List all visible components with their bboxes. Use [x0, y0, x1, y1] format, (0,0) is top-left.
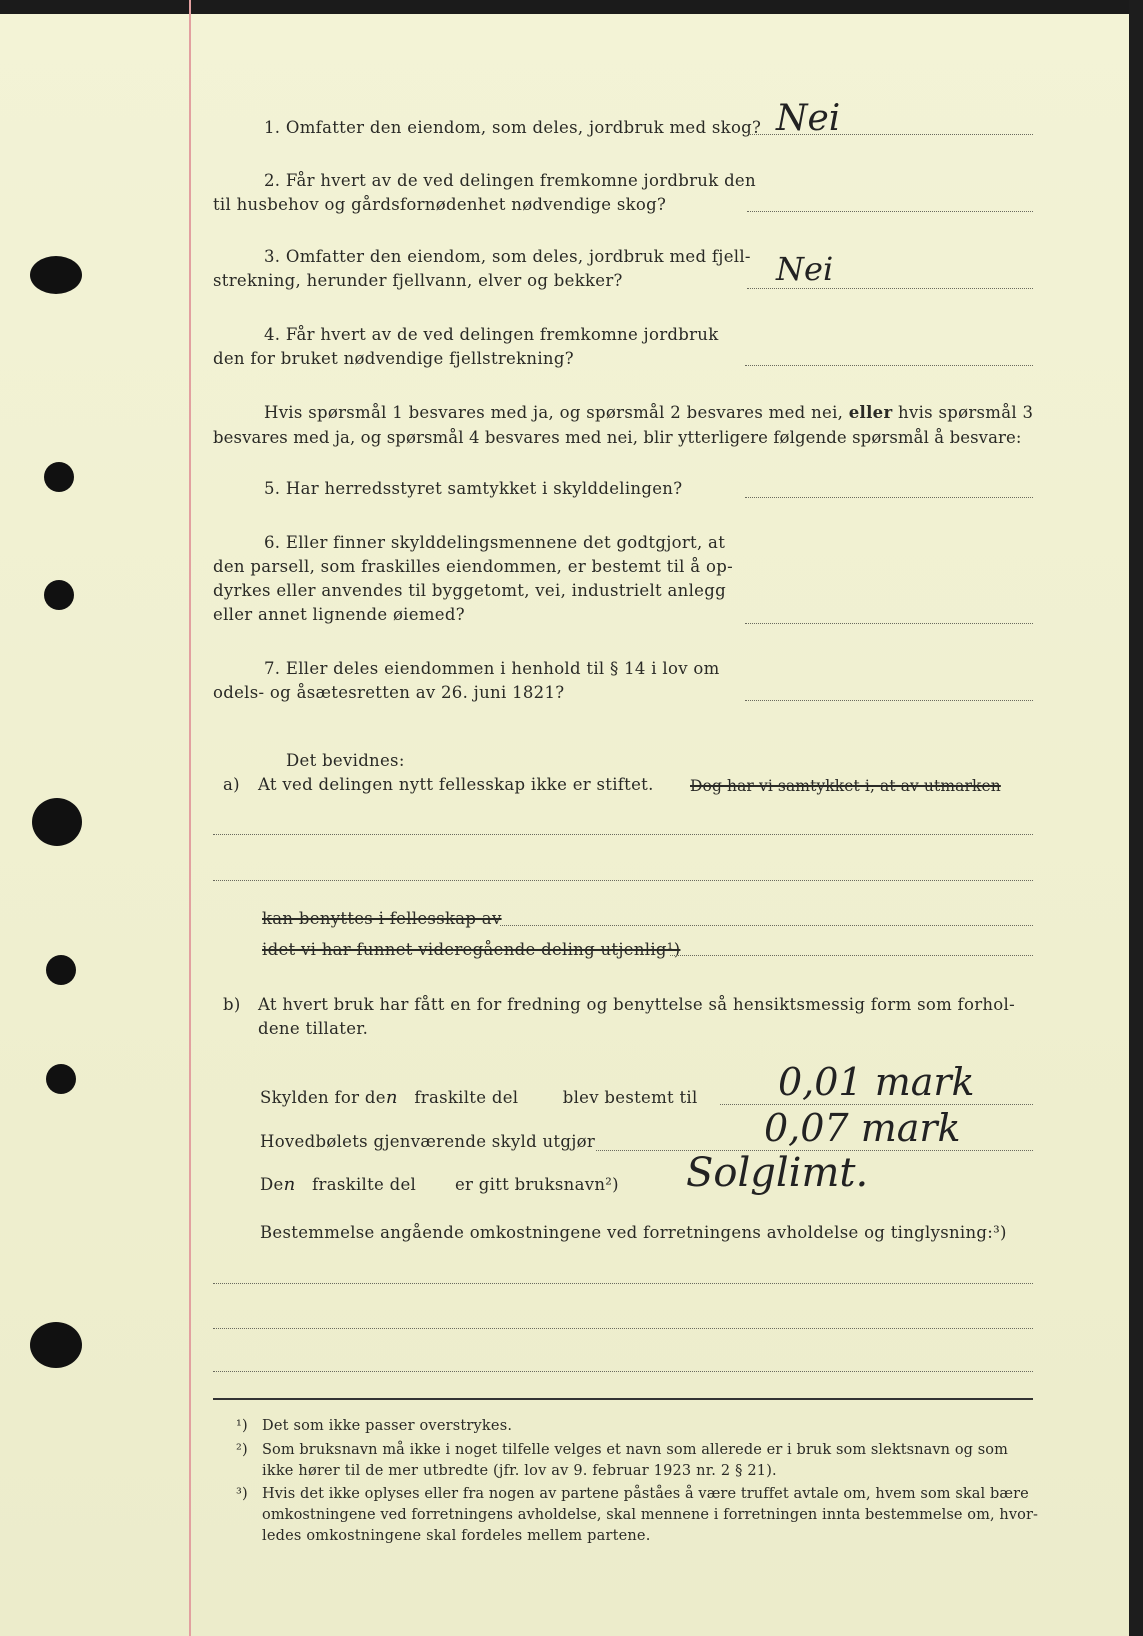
scan-top-edge: [0, 0, 1143, 14]
struck-line-3: idet vi har funnet videregående deling utjenlig¹): [262, 940, 681, 959]
blank-line-a4: [670, 955, 1033, 956]
punch-hole-icon: [44, 580, 74, 610]
question-6-line-4: eller annet lignende øiemed?: [213, 605, 465, 624]
footnote-3-line-3: ledes omkostningene skal fordeles mellem partene.: [262, 1528, 651, 1544]
question-4-line-1: 4. Får hvert av de ved delingen fremkomne jordbruk: [264, 325, 719, 344]
footnote-2-line-2: ikke hører til de mer utbredte (jfr. lov av 9. februar 1923 nr. 2 § 21).: [262, 1463, 777, 1479]
footnote-2-mark: ²): [236, 1442, 248, 1458]
condition-text-bold: eller: [848, 403, 893, 422]
punch-hole-icon: [46, 955, 76, 985]
answer-line-5: [745, 497, 1033, 498]
bruksnavn-label-b: fraskilte del: [312, 1175, 417, 1194]
certification-a-struck: Dog har vi samtykket i, at av utmarken: [690, 777, 1001, 795]
certification-a-text: At ved delingen nytt fellesskap ikke er stiftet.: [258, 775, 654, 794]
certification-b-line-2: dene tillater.: [258, 1019, 369, 1038]
skyld-label-c: blev bestemt til: [562, 1088, 698, 1107]
skyld-value-handwritten: 0,01 mark: [778, 1060, 975, 1104]
scan-right-edge: [1129, 0, 1143, 1636]
footnote-3-line-2: omkostningene ved forretningens avholdelse, skal mennene i forretningen innta bestemmelse om, hvor-: [262, 1507, 1038, 1523]
question-1: 1. Omfatter den eiendom, som deles, jordbruk med skog?: [264, 118, 762, 137]
struck-line-2: kan benyttes i fellesskap av: [262, 909, 502, 928]
omk-line-1: [213, 1283, 1033, 1284]
question-7-line-2: odels- og åsætesretten av 26. juni 1821?: [213, 683, 565, 702]
blank-line-a1: [213, 834, 1033, 835]
blank-line-a3: [500, 925, 1033, 926]
condition-line-1: [264, 401, 1033, 425]
omk-line-3: [213, 1371, 1033, 1372]
question-3-line-1: 3. Omfatter den eiendom, som deles, jordbruk med fjell-: [264, 247, 751, 266]
blank-line-a2: [213, 880, 1033, 881]
margin-rule: [189, 0, 191, 1636]
question-2-line-1: 2. Får hvert av de ved delingen fremkomne jordbruk den: [264, 171, 756, 190]
question-6-line-3: dyrkes eller anvendes til byggetomt, vei, industrielt anlegg: [213, 581, 726, 600]
punch-hole-icon: [46, 1064, 76, 1094]
bruksnavn-label-a: De: [260, 1175, 284, 1194]
certification-a-label: a): [223, 775, 240, 794]
footnote-1: Det som ikke passer overstrykes.: [262, 1418, 513, 1434]
hovedbol-label: Hovedbølets gjenværende skyld utgjør: [260, 1132, 596, 1151]
certification-heading: Det bevidnes:: [286, 751, 405, 770]
footnote-3-mark: ³): [236, 1486, 248, 1502]
footnote-separator: [213, 1398, 1033, 1400]
omkostninger-label: Bestemmelse angående omkostningene ved forretningens avholdelse og tinglysning:³): [260, 1223, 1007, 1242]
footnote-1-mark: ¹): [236, 1418, 248, 1434]
question-6-line-1: 6. Eller finner skylddelingsmennene det godtgjort, at: [264, 533, 726, 552]
punch-hole-icon: [30, 1322, 82, 1368]
condition-line-2: besvares med ja, og spørsmål 4 besvares med nei, blir ytterligere følgende spørsmål å besvare:: [213, 428, 1022, 447]
skyld-value-line: [720, 1104, 1033, 1105]
answer-line-2: [747, 211, 1033, 212]
answer-line-6: [745, 623, 1033, 624]
answer-line-4: [745, 365, 1033, 366]
certification-b-label: b): [223, 995, 241, 1014]
punch-hole-icon: [32, 798, 82, 846]
question-7-line-1: 7. Eller deles eiendommen i henhold til § 14 i lov om: [264, 659, 720, 678]
question-5: 5. Har herredsstyret samtykket i skylddelingen?: [264, 479, 683, 498]
omk-line-2: [213, 1328, 1033, 1329]
question-6-line-2: den parsell, som fraskilles eiendommen, er bestemt til å op-: [213, 557, 733, 576]
answer-3-handwritten: Nei: [776, 250, 834, 288]
skyld-label-a: Skylden for de: [260, 1088, 386, 1107]
condition-text-a: Hvis spørsmål 1 besvares med ja, og spørsmål 2 besvares med nei,: [264, 403, 844, 422]
answer-1-handwritten: Nei: [776, 98, 841, 139]
condition-text-b: hvis spørsmål 3: [898, 403, 1034, 422]
skyld-label-b: fraskilte del: [414, 1088, 519, 1107]
footnote-3-line-1: Hvis det ikke oplyses eller fra nogen av partene påståes å være truffet avtale om, hvem som skal bære: [262, 1486, 1029, 1502]
question-4-line-2: den for bruket nødvendige fjellstrekning?: [213, 349, 574, 368]
bruksnavn-label-c: er gitt bruksnavn²): [454, 1175, 619, 1194]
answer-line-7: [745, 700, 1033, 701]
bruksnavn-label: [260, 1173, 619, 1197]
skyld-label-handwritten: n: [385, 1087, 398, 1108]
bruksnavn-value-handwritten: Solglimt.: [686, 1150, 869, 1196]
question-3-line-2: strekning, herunder fjellvann, elver og bekker?: [213, 271, 623, 290]
punch-hole-icon: [30, 256, 82, 294]
punch-hole-icon: [44, 462, 74, 492]
footnote-2-line-1: Som bruksnavn må ikke i noget tilfelle velges et navn som allerede er i bruk som slektsnavn og som: [262, 1442, 1008, 1458]
answer-line-3: [747, 288, 1033, 289]
question-2-line-2: til husbehov og gårdsfornødenhet nødvendige skog?: [213, 195, 667, 214]
certification-b-line-1: At hvert bruk har fått en for fredning og benyttelse så hensiktsmessig form som forhol-: [258, 995, 1015, 1014]
bruksnavn-label-handwritten: n: [283, 1174, 296, 1195]
skyld-label: [260, 1086, 698, 1110]
hovedbol-value-handwritten: 0,07 mark: [764, 1106, 961, 1150]
